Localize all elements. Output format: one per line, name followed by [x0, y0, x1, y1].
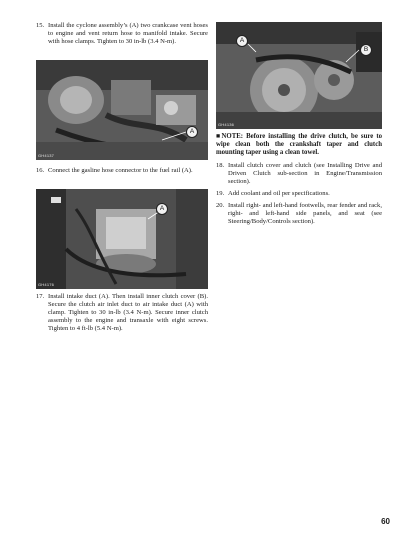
step-20: [216, 202, 382, 226]
step-number: 19.: [216, 190, 225, 197]
photo-code: GH4176: [38, 282, 55, 287]
step-number: 20.: [216, 202, 225, 209]
callout-a: A: [156, 203, 168, 215]
photo-fuel-rail: [36, 189, 208, 289]
step-18: [216, 162, 382, 186]
step-15: [36, 22, 208, 46]
step-number: 18.: [216, 162, 225, 169]
photo-code: GH4137: [38, 153, 55, 158]
note-symbol: ■: [216, 133, 222, 140]
step-number: 15.: [36, 22, 45, 29]
step-text: Install intake duct (A). Then install inner clutch cover (B). Secure the clutch air inlet duct to air intake duct (A) with clamp. Tighten to 30 in-lb (3.4 N-m). Secure inner clutch assembly to the engine and transaxle with eight screws. Tighten to 4 ft-lb (5.4 N-m).: [48, 293, 208, 332]
photo-code: GH4136: [218, 122, 235, 127]
step-text: Connect the gasline hose connector to the fuel rail (A).: [48, 167, 193, 174]
step-text: Install clutch cover and clutch (see Installing Drive and Driven Clutch sub-section in Engine/Transmission section).: [228, 162, 382, 185]
step-text: Install the cyclone assembly’s (A) two crankcase vent hoses to engine and vent return hose to manifold intake. Secure with hose clamps. Tighten to 30 in-lb (3.4 N-m).: [48, 22, 208, 45]
note-drive-clutch: [216, 133, 382, 157]
step-number: 16.: [36, 167, 45, 174]
step-text: Add coolant and oil per specifications.: [228, 190, 330, 197]
photo-clutch-cover: [216, 22, 382, 129]
callout-a: A: [186, 126, 198, 138]
step-19: [216, 190, 382, 198]
photo-cyclone-assembly: [36, 60, 208, 160]
step-16: [36, 167, 208, 175]
callout-a: A: [236, 35, 248, 47]
step-17: [36, 293, 208, 333]
step-number: 17.: [36, 293, 45, 300]
note-text: NOTE: Before installing the drive clutch, be sure to wipe clean both the crankshaft taper and clutch mounting taper using a clean towel.: [216, 133, 383, 156]
step-text: Install right- and left-hand footwells, rear fender and rack, right- and left-hand side panels, and seat (see Steering/Body/Controls section).: [228, 202, 382, 225]
page-number: 60: [381, 517, 390, 526]
callout-b: B: [360, 44, 372, 56]
